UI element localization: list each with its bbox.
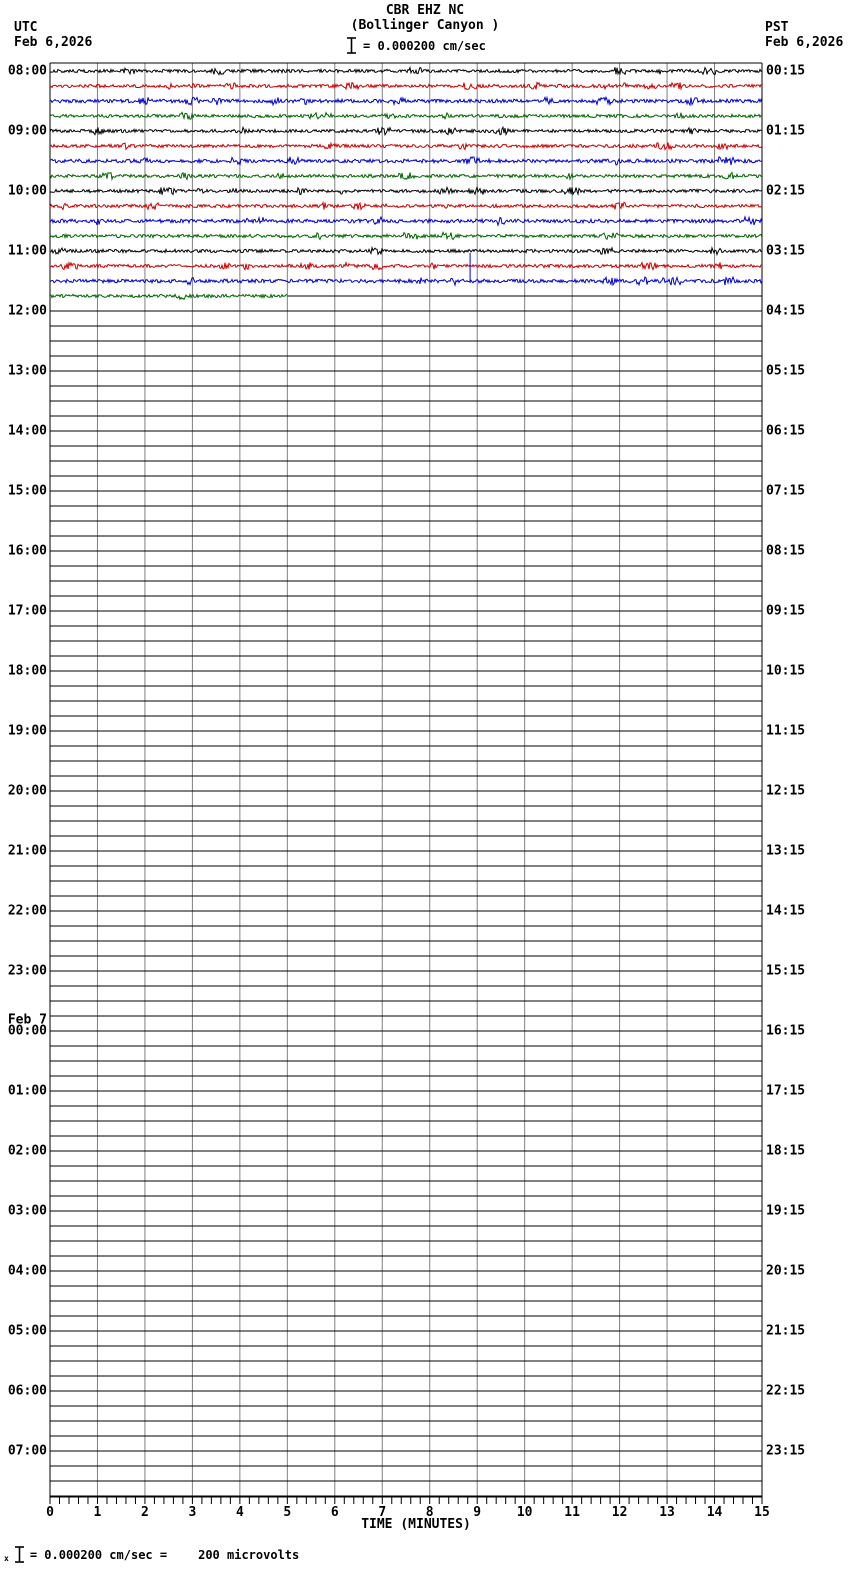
right-date: Feb 6,2026 [765, 35, 844, 50]
x-tick-label: 3 [188, 1505, 197, 1520]
seismogram-trace [50, 173, 762, 180]
left-time-label: 14:00 [7, 423, 47, 439]
seismogram-trace [50, 232, 762, 239]
seismogram-trace [50, 294, 287, 299]
right-time-label: 11:15 [766, 723, 806, 739]
left-time-label: 22:00 [7, 903, 47, 919]
left-time-label: 02:00 [7, 1143, 47, 1159]
left-time-label: 01:00 [7, 1083, 47, 1099]
date-change-label: Feb 7 [7, 1012, 47, 1028]
seismogram-trace [50, 83, 762, 90]
left-time-label: 07:00 [7, 1443, 47, 1459]
left-time-label: 13:00 [7, 363, 47, 379]
right-time-label: 19:15 [766, 1203, 806, 1219]
station-subtitle: (Bollinger Canyon ) [350, 18, 500, 33]
seismogram-trace [50, 157, 762, 165]
seismogram-trace [50, 187, 762, 194]
right-time-label: 08:15 [766, 543, 806, 559]
left-time-label: 18:00 [7, 663, 47, 679]
x-tick-label: 8 [425, 1505, 434, 1520]
right-time-label: 18:15 [766, 1143, 806, 1159]
right-time-label: 07:15 [766, 483, 806, 499]
x-tick-label: 14 [706, 1505, 723, 1520]
seismogram-trace [50, 97, 762, 105]
x-tick-label: 6 [330, 1505, 339, 1520]
left-time-label: 08:00 [7, 63, 47, 79]
left-time-label: 23:00 [7, 963, 47, 979]
right-time-label: 12:15 [766, 783, 806, 799]
left-time-label: 21:00 [7, 843, 47, 859]
footer-scale-bar-icon [14, 1546, 25, 1563]
right-time-label: 17:15 [766, 1083, 806, 1099]
right-time-label: 15:15 [766, 963, 806, 979]
x-axis-title: TIME (MINUTES) [361, 1517, 471, 1532]
seismogram-trace [50, 67, 762, 74]
seismogram-trace [50, 202, 762, 209]
seismogram-trace [50, 127, 762, 134]
left-time-label: 15:00 [7, 483, 47, 499]
x-tick-label: 11 [564, 1505, 580, 1520]
x-tick-label: 15 [754, 1505, 770, 1520]
right-time-label: 14:15 [766, 903, 806, 919]
right-time-label: 03:15 [766, 243, 806, 259]
right-time-label: 02:15 [766, 183, 806, 199]
right-time-label: 10:15 [766, 663, 806, 679]
footer-note-value: 200 microvolts [198, 1547, 300, 1562]
right-timezone: PST [765, 20, 789, 35]
right-time-label: 20:15 [766, 1263, 806, 1279]
left-time-label: 06:00 [7, 1383, 47, 1399]
left-time-label: 16:00 [7, 543, 47, 559]
right-time-label: 04:15 [766, 303, 806, 319]
x-tick-label: 5 [283, 1505, 292, 1520]
x-tick-label: 0 [46, 1505, 54, 1520]
seismogram-trace [50, 262, 762, 269]
footer-note-prefix: x [4, 1554, 9, 1563]
footer-scale-note [4, 1546, 299, 1563]
right-time-label: 13:15 [766, 843, 806, 859]
left-time-label: 12:00 [7, 303, 47, 319]
right-time-label: 23:15 [766, 1443, 806, 1459]
left-time-label: 17:00 [7, 603, 47, 619]
left-time-label: 05:00 [7, 1323, 47, 1339]
left-time-label: 03:00 [7, 1203, 47, 1219]
footer-note-scale: = 0.000200 cm/sec = [29, 1547, 168, 1562]
left-time-label: 09:00 [7, 123, 47, 139]
seismogram-trace [50, 277, 762, 285]
right-time-label: 16:15 [766, 1023, 806, 1039]
left-time-label: 10:00 [7, 183, 47, 199]
left-time-label: 11:00 [7, 243, 47, 259]
seismogram-trace [50, 217, 762, 225]
x-tick-label: 10 [516, 1505, 533, 1520]
x-tick-label: 13 [659, 1505, 675, 1520]
x-tick-label: 9 [473, 1505, 482, 1520]
right-time-label: 21:15 [766, 1323, 806, 1339]
right-time-label: 22:15 [766, 1383, 806, 1399]
seismogram-trace [50, 142, 762, 149]
station-title: CBR EHZ NC [385, 3, 465, 18]
right-time-label: 01:15 [766, 123, 806, 139]
x-tick-label: 7 [378, 1505, 387, 1520]
right-time-label: 09:15 [766, 603, 806, 619]
left-timezone: UTC [14, 20, 38, 35]
left-date: Feb 6,2026 [14, 35, 93, 50]
left-time-label: Feb 7 00:00 [7, 1012, 47, 1039]
right-time-label: 06:15 [766, 423, 806, 439]
x-tick-label: 4 [235, 1505, 244, 1520]
scale-label: = 0.000200 cm/sec [363, 38, 486, 53]
left-time-label: 19:00 [7, 723, 47, 739]
x-tick-label: 1 [93, 1505, 102, 1520]
x-tick-label: 2 [141, 1505, 149, 1520]
x-tick-label: 12 [611, 1505, 628, 1520]
left-time-label: 04:00 [7, 1263, 47, 1279]
seismogram-trace [50, 112, 762, 119]
seismogram-trace [50, 248, 762, 255]
right-time-label: 00:15 [766, 63, 806, 79]
left-time-label: 20:00 [7, 783, 47, 799]
right-time-label: 05:15 [766, 363, 806, 379]
